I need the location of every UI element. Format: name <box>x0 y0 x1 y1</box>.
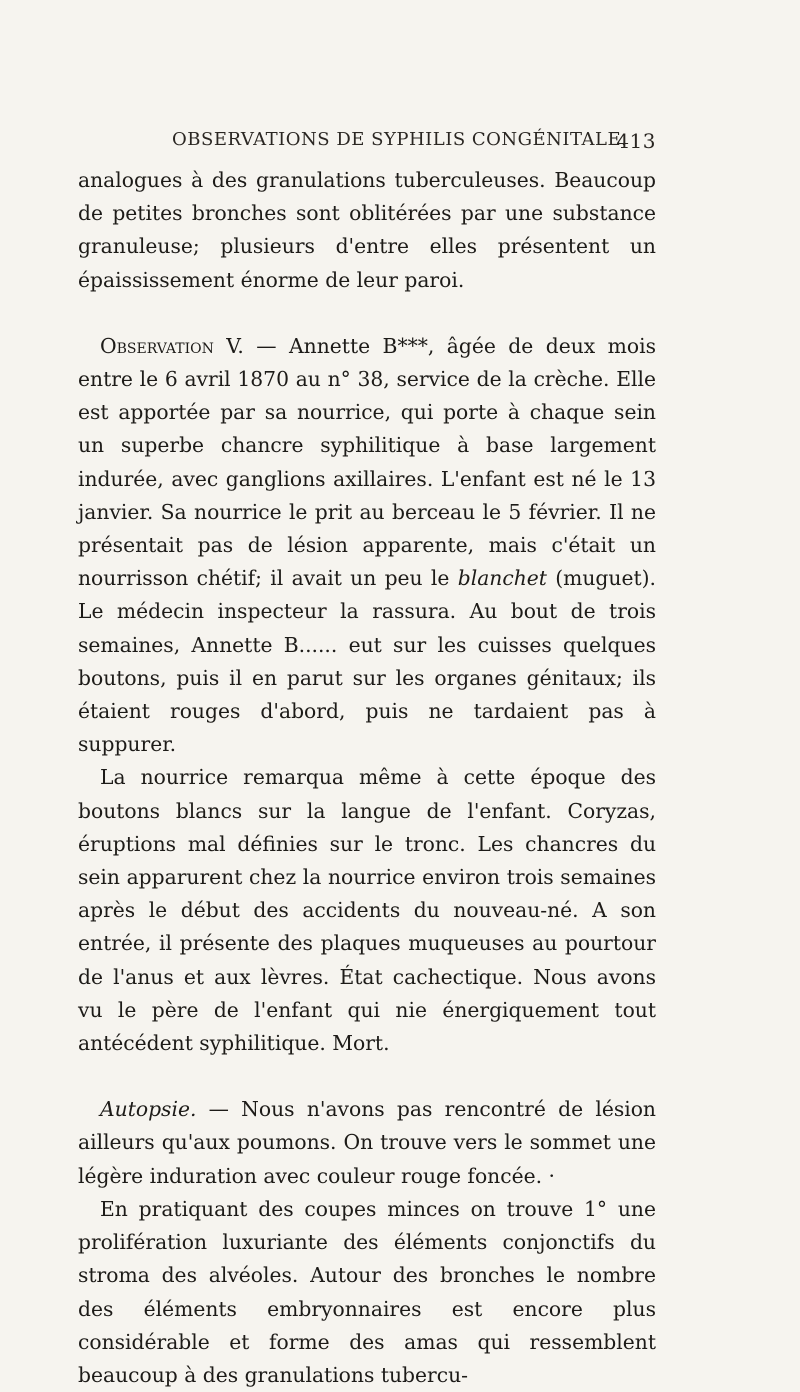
paragraph-observation <box>78 330 656 762</box>
observation-text-1: — Annette B***, âgée de deux mois entre le 6 avril 1870 au n° 38, service de la crèche. Elle est apportée par sa nourrice, qui porte à chaque sein un superbe chancre syphilitique à base largement indurée, avec ganglions axillaires. L'enfant est né le 13 janvier. Sa nourrice le prit au berceau le 5 février. Il ne présentait pas de lésion apparente, mais c'était un nourrisson chétif; il avait un peu le <box>78 333 656 591</box>
running-header <box>172 129 656 159</box>
autopsy-text: — Nous n'avons pas rencontré de lésion ailleurs qu'aux poumons. On trouve vers le sommet une légère induration avec couleur rouge foncée. · <box>78 1097 656 1188</box>
autopsy-label: Autopsie. <box>100 1097 197 1122</box>
observation-italic-term: blanchet <box>457 566 547 591</box>
page-number: 413 <box>616 129 656 153</box>
running-title: OBSERVATIONS DE SYPHILIS CONGÉNITALE. <box>172 129 628 150</box>
paragraph-nurse: La nourrice remarqua même à cette époque des boutons blancs sur la langue de l'enfant. Coryzas, éruptions mal définies sur le tronc. Les chancres du sein apparurent chez la nourrice environ trois semaines après le début des accidents du nouveau-né. A son entrée, il présente des plaques muqueuses au pourtour de l'anus et aux lèvres. État cachectique. Nous avons vu le père de l'enfant qui nie énergiquement tout antécédent syphilitique. Mort. <box>78 765 656 1056</box>
paragraph-sections: En pratiquant des coupes minces on trouve 1° une prolifération luxuriante des éléments conjonctifs du stroma des alvéoles. Autour des bronches le nombre des éléments embryonnaires est encore plus considérable et forme des amas qui ressemblent beaucoup à des granulations tubercu- <box>78 1196 656 1387</box>
paragraph-autopsy <box>78 1093 656 1193</box>
observation-label: Observation V. <box>100 333 244 358</box>
paragraph-continuation: analogues à des granulations tuberculeuses. Beaucoup de petites bronches sont oblitérées par une substance granuleuse; plusieurs d'entre elles présentent un épaississement énorme de leur paroi. <box>78 168 656 292</box>
body-text <box>78 164 656 1392</box>
observation-text-2: (muguet). Le médecin inspecteur la rassura. Au bout de trois semaines, Annette B...... eut sur les cuisses quelques boutons, puis il en parut sur les organes génitaux; ils étaient rouges d'abord, puis ne tardaient pas à suppurer. <box>78 566 656 757</box>
